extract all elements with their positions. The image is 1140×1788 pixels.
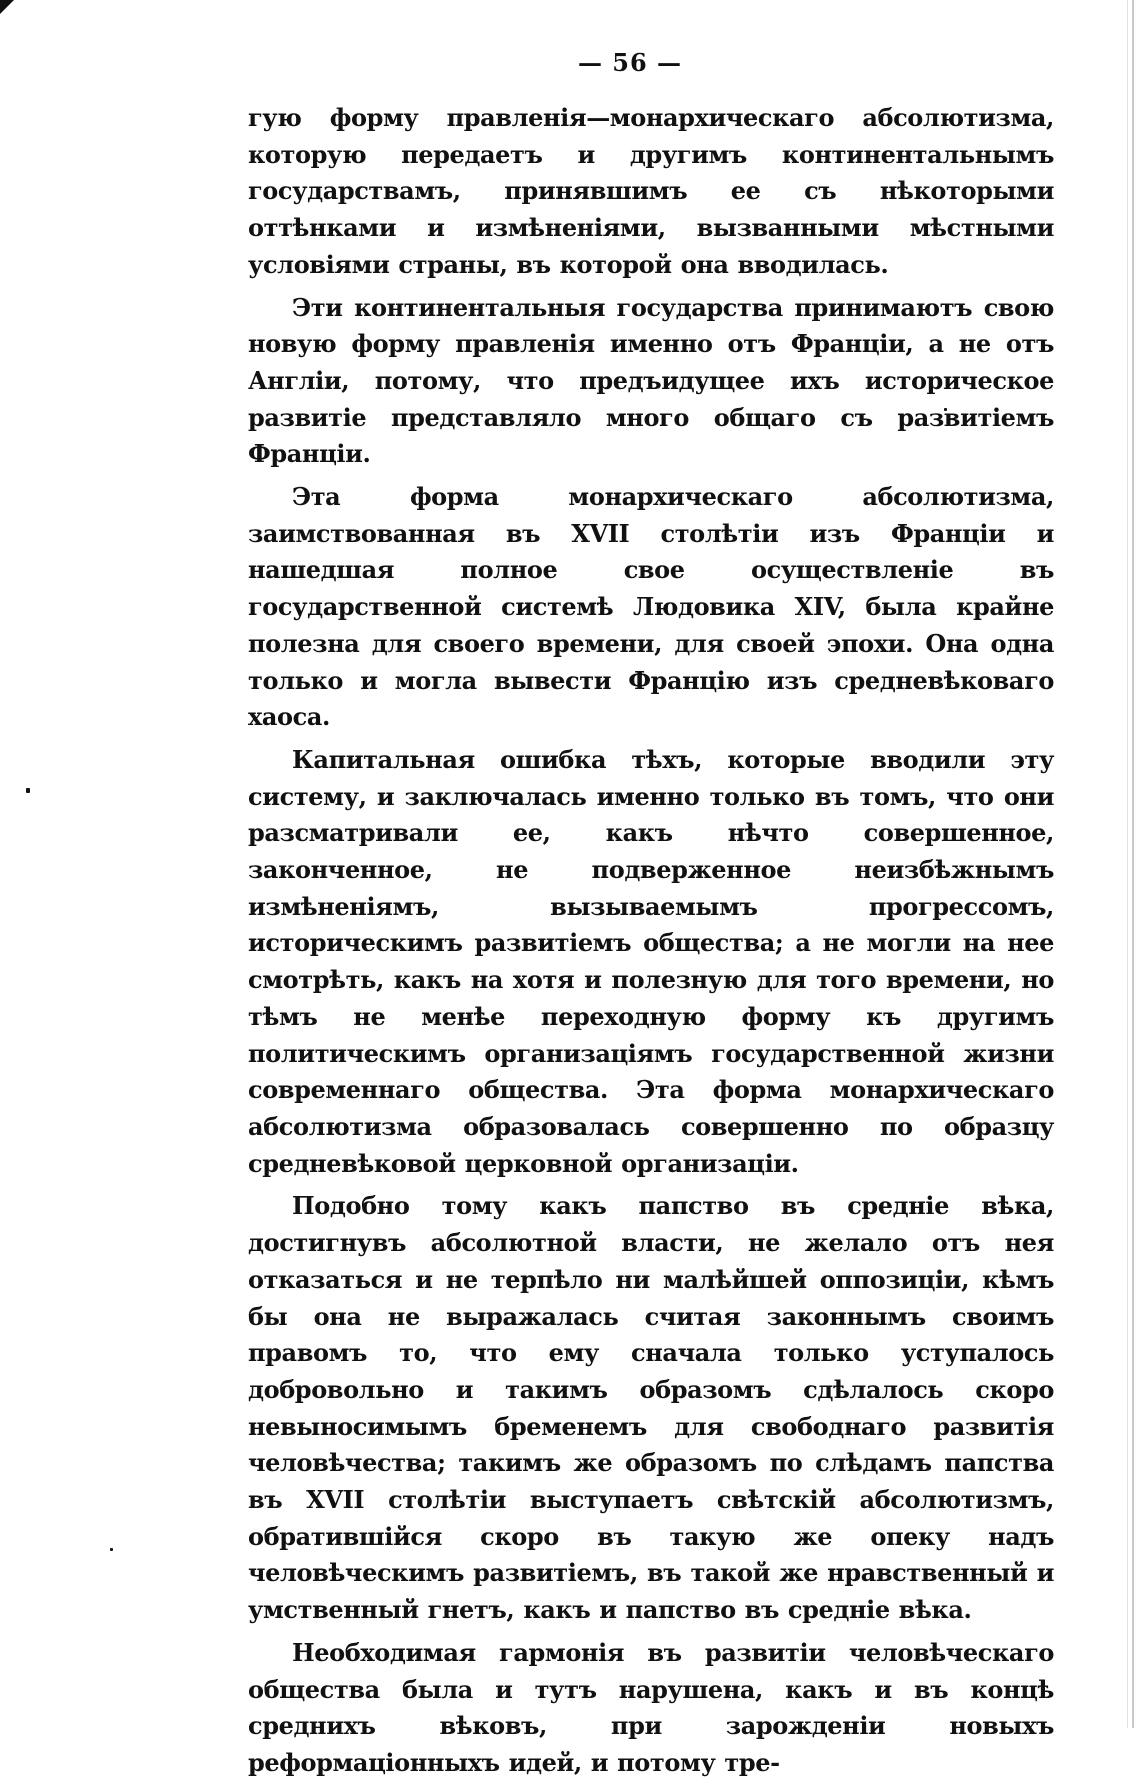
paragraph: гую форму правленія—монархическаго абсолютизма, которую передаетъ и другимъ континентальнымъ государствамъ, принявшимъ ее съ нѣкоторыми оттѣнками и измѣненіями, вызванными мѣстными условіями страны, въ которой она вводилась. [248,103,1054,279]
paragraph: Эта форма монархическаго абсолютизма, заимствованная въ XVII столѣтіи изъ Франціи и нашедшая полное свое осуществленіе въ государственной системѣ Людовика XIV, была крайне полезна для своего времени, для своей эпохи. Она одна только и могла вывести Францію изъ средневѣковаго хаоса. [248,482,1054,732]
scan-edge-line [1132,0,1134,1728]
paragraph: Эти континентальныя государства принимаютъ свою новую форму правленія именно отъ Франціи, а не отъ Англіи, потому, что предъидущее ихъ историческое развитіе представляло много общаго съ развитіемъ Франціи. [248,292,1054,469]
paragraph: Подобно тому какъ папство въ средніе вѣка, достигнувъ абсолютной власти, не желало отъ нея отказаться и не терпѣло ни малѣйшей оппозиціи, кѣмъ бы она не выражалась считая законнымъ своимъ правомъ то, что ему сначала только уступалось добровольно и такимъ образомъ сдѣлалось скоро невыносимымъ бременемъ для свободнаго развитія человѣчества; такимъ же образомъ по слѣдамъ папства въ XVII столѣтіи выступаетъ свѣтскій абсолютизмъ, обратившійся скоро въ такую же опеку надъ человѣческимъ развитіемъ, въ такой же нравственный и умственный гнетъ, какъ и папство въ средніе вѣка. [248,1191,1054,1625]
body-text [248,100,1054,1788]
page-number: — 56 — [577,48,683,77]
scan-speck [26,788,30,793]
scan-speck [110,1548,113,1551]
paragraph: Капитальная ошибка тѣхъ, которые вводили эту систему, и заключалась именно только въ томъ, что они разсматривали ее, какъ нѣчто совершенное, законченное, не подверженное неизбѣжнымъ измѣненіямъ, вызываемымъ прогрессомъ, историческимъ развитіемъ общества; а не могли на нее смотрѣть, какъ на хотя и полезную для того времени, но тѣмъ не менѣе переходную форму къ другимъ политическимъ организаціямъ государственной жизни современнаго общества. Эта форма монархическаго абсолютизма образовалась совершенно по образцу средневѣковой церковной организаціи. [248,744,1054,1178]
scan-edge-line-inner [1127,0,1128,1728]
scan-corner-mark [0,0,14,14]
paragraph: Необходимая гармонія въ развитіи человѣческаго общества была и тутъ нарушена, какъ и въ концѣ среднихъ вѣковъ, при зарожденіи новыхъ реформаціонныхъ идей, и потому тре- [248,1637,1054,1777]
